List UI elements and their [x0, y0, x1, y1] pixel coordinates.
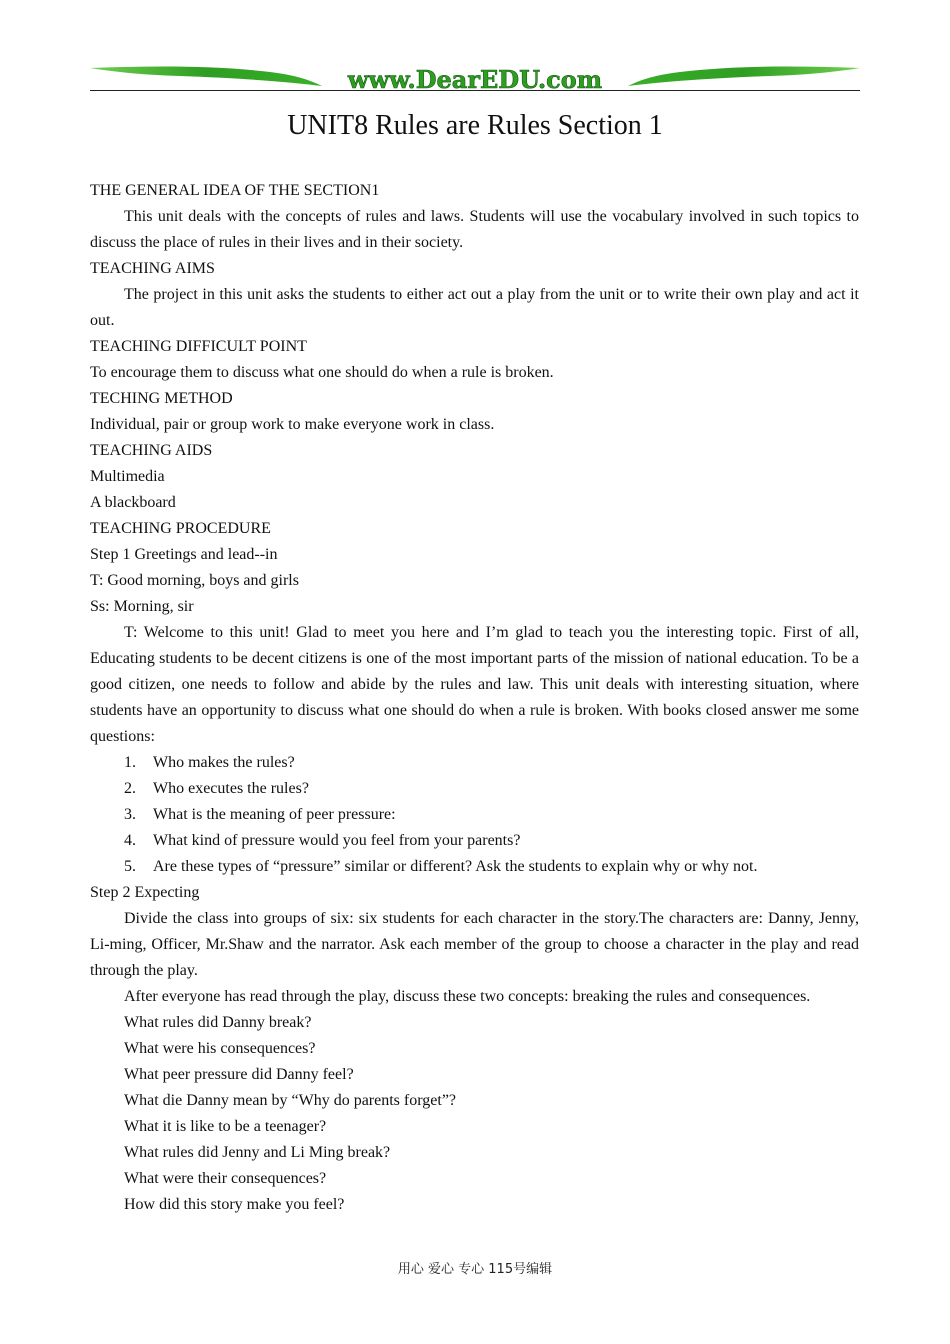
step2-line: How did this story make you feel? [124, 1196, 345, 1213]
teaching-aid-item: Multimedia [90, 468, 165, 485]
question-number: 3. [124, 806, 136, 823]
right-swoosh-icon [628, 67, 860, 86]
question-text: What kind of pressure would you feel from your parents? [153, 832, 521, 849]
teaching-aims-heading: TEACHING AIMS [90, 260, 215, 277]
teaching-aids-heading: TEACHING AIDS [90, 442, 213, 459]
step2-line: What were his consequences? [124, 1040, 316, 1057]
teaching-method-text: Individual, pair or group work to make everyone work in class. [90, 416, 495, 433]
question-text: Are these types of “pressure” similar or different? Ask the students to explain why or why not. [153, 858, 758, 875]
question-item [90, 802, 859, 828]
question-number: 2. [124, 780, 136, 797]
question-text: What is the meaning of peer pressure: [153, 806, 396, 823]
document-title: UNIT8 Rules are Rules Section 1 [287, 110, 663, 141]
header-rule [90, 90, 860, 91]
step2-line: After everyone has read through the play, discuss these two concepts: breaking the rules and consequences. [124, 988, 811, 1005]
question-item [90, 828, 859, 854]
step1-heading: Step 1 Greetings and lead--in [90, 546, 278, 563]
logo-text: www.DearEDU.com [347, 65, 603, 94]
question-item [90, 854, 859, 880]
step1-paragraph: T: Welcome to this unit! Glad to meet you here and I’m glad to teach you the interesting topic. First of all, Educating students to be decent citizens is one of the most important parts of the mission of national education. To be a good citizen, one needs to follow and abide by the rules and law. This unit deals with interesting situation, where students have an opportunity to discuss what one should do when a rule is broken. With books closed answer me some questions: [90, 624, 859, 745]
step2-line: What peer pressure did Danny feel? [124, 1066, 354, 1083]
question-number: 1. [124, 754, 136, 771]
step2-heading: Step 2 Expecting [90, 884, 200, 901]
step2-line: What it is like to be a teenager? [124, 1118, 327, 1135]
general-idea-heading: THE GENERAL IDEA OF THE SECTION1 [90, 182, 380, 199]
left-swoosh-icon [90, 67, 322, 86]
dialog-line: T: Good morning, boys and girls [90, 572, 299, 589]
step2-line: What rules did Jenny and Li Ming break? [124, 1144, 391, 1161]
general-idea-paragraph: This unit deals with the concepts of rules and laws. Students will use the vocabulary involved in such topics to discuss the place of rules in their lives and in their society. [90, 208, 859, 251]
teaching-method-heading: TECHING METHOD [90, 390, 233, 407]
teaching-procedure-heading: TEACHING PROCEDURE [90, 520, 271, 537]
dialog-line: Ss: Morning, sir [90, 598, 194, 615]
teaching-aims-paragraph: The project in this unit asks the students to either act out a play from the unit or to write their own play and act it out. [90, 286, 859, 329]
step2-line: What rules did Danny break? [124, 1014, 312, 1031]
question-number: 4. [124, 832, 136, 849]
question-text: Who executes the rules? [153, 780, 309, 797]
question-text: Who makes the rules? [153, 754, 295, 771]
question-number: 5. [124, 858, 136, 875]
step2-line: What were their consequences? [124, 1170, 327, 1187]
difficult-point-text: To encourage them to discuss what one should do when a rule is broken. [90, 364, 554, 381]
step2-line: What die Danny mean by “Why do parents forget”? [124, 1092, 457, 1109]
difficult-point-heading: TEACHING DIFFICULT POINT [90, 338, 307, 355]
teaching-aid-item: A blackboard [90, 494, 176, 511]
step2-paragraph: Divide the class into groups of six: six students for each character in the story.The characters are: Danny, Jenny, Li-ming, Officer, Mr.Shaw and the narrator. Ask each member of the group to choose a character in the play and read through the play. [90, 910, 859, 979]
page-footer: 用心 爱心 专心 115号编辑 [397, 1262, 553, 1277]
document-body [90, 178, 859, 1218]
question-item [90, 750, 859, 776]
question-item [90, 776, 859, 802]
